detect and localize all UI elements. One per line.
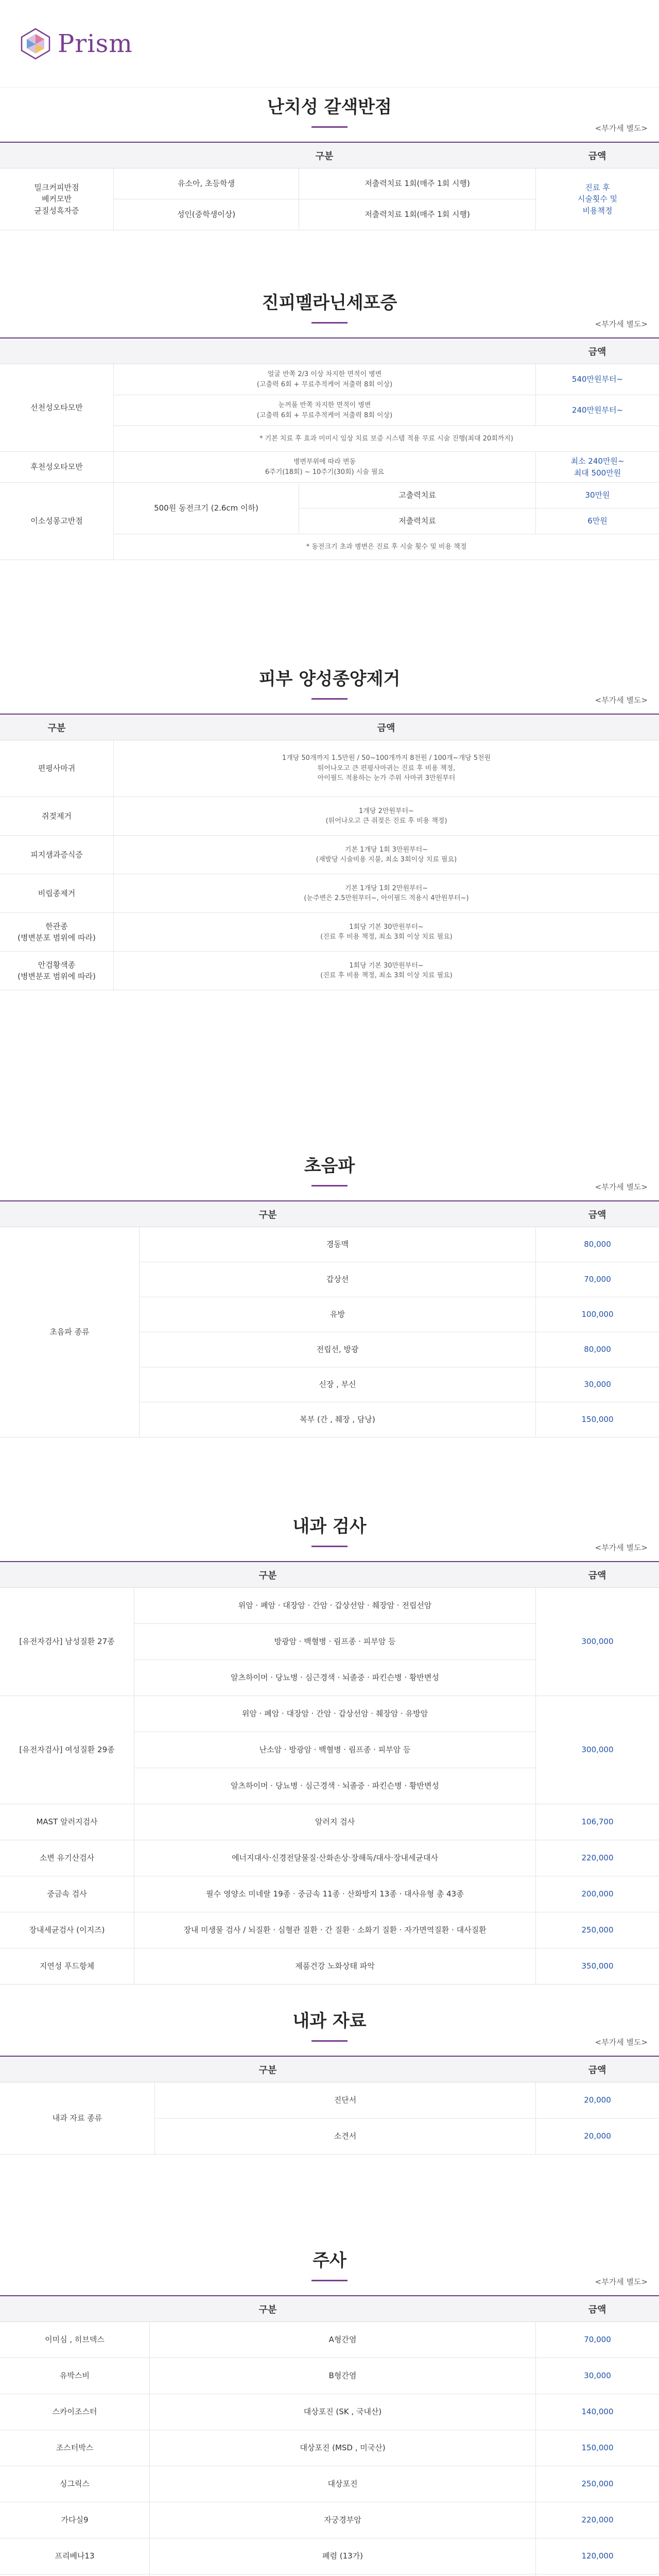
ultrasound-item: 전립선, 방광 (139, 1332, 535, 1367)
injection-desc: 대상포진 (SK , 국내산) (149, 2394, 535, 2430)
test-desc: 위암 · 폐암 · 대장암 · 간암 · 갑상선암 · 췌장암 · 유방암 (134, 1696, 535, 1732)
price-value: 106,700 (535, 1804, 659, 1840)
price-desc: 1개당 2만원부터~ (튀어나오고 큰 쥐젖은 진료 후 비용 책정) (113, 797, 659, 836)
test-desc: 장내 미생물 검사 / 뇌질환 · 심혈관 질환 · 간 질환 · 소화기 질환 · 자가면역질환 · 대사질환 (134, 1912, 535, 1948)
treatment-desc: 500원 동전크기 (2.6cm 이하) (113, 483, 299, 534)
test-desc: 방광암 · 백혈병 · 림프종 · 피부암 등 (134, 1624, 535, 1660)
table-header-cell: 금액 (535, 2056, 659, 2082)
injection-name: 싱그릭스 (0, 2466, 149, 2502)
price-value: 100,000 (535, 1297, 659, 1332)
title-underline (311, 1185, 348, 1187)
size-note: * 동전크기 초과 병변은 진료 후 시술 횟수 및 비용 책정 (113, 534, 659, 560)
price-desc: 기본 1개당 1회 3만원부터~ (재발당 시술비용 지불, 최소 3회이상 치료 필요) (113, 836, 659, 874)
section-title-text: 주사 (313, 2250, 346, 2271)
title-underline (311, 2040, 348, 2042)
price-value: 최소 240만원~ 최대 500만원 (535, 452, 659, 483)
section-title-text: 피부 양성종양제거 (258, 669, 401, 689)
price-value: 220,000 (535, 1840, 659, 1876)
test-name: [유전자검사] 남성질환 27종 (0, 1588, 134, 1696)
section-title-text: 초음파 (304, 1156, 355, 1176)
tumor-name: 비립종제거 (0, 874, 113, 913)
prism-logo[interactable] (21, 28, 133, 60)
test-desc: 알츠하이머 · 당뇨병 · 심근경색 · 뇌졸중 · 파킨슨병 · 황반변성 (134, 1768, 535, 1804)
section-title (0, 93, 659, 128)
price-value: 300,000 (535, 1696, 659, 1804)
document-item: 진단서 (154, 2082, 535, 2119)
section-title (0, 1512, 659, 1547)
price-value: 70,000 (535, 2322, 659, 2358)
table-header-cell: 금액 (535, 1200, 659, 1227)
test-name: 소변 유기산검사 (0, 1840, 134, 1876)
vat-note: <부가세 별도> (595, 319, 648, 329)
table-header-cell: 구분 (0, 1561, 535, 1588)
price-value: 진료 후 시술횟수 및 비용책정 (535, 168, 659, 230)
test-desc: 필수 영양소 미네랄 19종 · 중금속 11종 · 산화방지 13종 · 대사유형 총 43종 (134, 1876, 535, 1912)
ultrasound-item: 유방 (139, 1297, 535, 1332)
table-header-cell: 금액 (535, 337, 659, 364)
price-desc: 1회당 기본 30만원부터~ (진료 후 비용 책정, 최소 3회 이상 치료 필요) (113, 952, 659, 990)
brand-name: Prism (58, 29, 133, 58)
tumor-name: 피지샘과증식증 (0, 836, 113, 874)
prism-logo-icon (21, 28, 50, 60)
table-header-cell: 구분 (0, 1200, 535, 1227)
ultrasound-item: 복부 (간 , 췌장 , 담낭) (139, 1402, 535, 1437)
test-desc: 알츠하이머 · 당뇨병 · 심근경색 · 뇌졸중 · 파킨슨병 · 황반변성 (134, 1660, 535, 1696)
test-desc: 에너지대사·신경전달물질·산화손상·장해독/대사·장내세균대사 (134, 1840, 535, 1876)
vat-note: <부가세 별도> (595, 2277, 648, 2286)
test-name: 장내세균검사 (이지즈) (0, 1912, 134, 1948)
test-name: 지연성 푸드항체 (0, 1948, 134, 1985)
tumor-name: 쥐젖제거 (0, 797, 113, 836)
price-value: 200,000 (535, 1876, 659, 1912)
injection-desc: 폐렴 (13가) (149, 2538, 535, 2574)
price-value: 20,000 (535, 2119, 659, 2155)
table-header-cell: 금액 (535, 142, 659, 168)
table-header-cell: 금액 (535, 1561, 659, 1588)
table-header-cell (113, 337, 535, 364)
injection-desc: 대상포진 (MSD , 미국산) (149, 2430, 535, 2466)
vat-note: <부가세 별도> (595, 1543, 648, 1552)
price-value: 140,000 (535, 2394, 659, 2430)
injection-desc: 자궁경부암 (149, 2502, 535, 2538)
site-header (0, 0, 659, 88)
price-value: 30,000 (535, 1367, 659, 1402)
tumor-name: 안검황색종 (병변분포 범위에 따라) (0, 952, 113, 990)
section-title (0, 1151, 659, 1187)
ultrasound-item: 갑상선 (139, 1262, 535, 1297)
injection-name: 가다실9 (0, 2502, 149, 2538)
price-value: 80,000 (535, 1332, 659, 1367)
title-underline (311, 1546, 348, 1547)
condition-name: 이소성몽고반점 (0, 483, 113, 560)
injection-desc: 대상포진 (149, 2466, 535, 2502)
test-desc: 난소암 · 방광암 · 백혈병 · 림프종 · 피부암 등 (134, 1732, 535, 1768)
ultrasound-item: 신장 , 부신 (139, 1367, 535, 1402)
price-value: 80,000 (535, 1227, 659, 1262)
price-value: 30,000 (535, 2358, 659, 2394)
table-header-cell: 금액 (535, 2295, 659, 2322)
test-desc: 위암 · 폐암 · 대장암 · 간암 · 갑상선암 · 췌장암 · 전립선암 (134, 1588, 535, 1624)
tumor-name: 편평사마귀 (0, 740, 113, 797)
vat-note: <부가세 별도> (595, 124, 648, 133)
title-underline (311, 698, 348, 700)
condition-name: 선천성오타모반 (0, 364, 113, 452)
section-title-text: 내과 자료 (292, 2011, 367, 2031)
ultrasound-type: 초음파 종류 (0, 1227, 139, 1437)
injection-name: 이미심 , 히브덱스 (0, 2322, 149, 2358)
section-title-text: 난치성 갈색반점 (267, 97, 392, 117)
treatment-desc: 저출력치료 (299, 509, 535, 534)
injection-desc: B형간염 (149, 2358, 535, 2394)
treatment-desc: 병변부위에 따라 변동 6주기(18회) ~ 10주기(30회) 시술 필요 (113, 452, 535, 483)
test-name: MAST 알러지검사 (0, 1804, 134, 1840)
table-header-cell: 구분 (0, 2056, 535, 2082)
price-value: 250,000 (535, 2466, 659, 2502)
price-value: 70,000 (535, 1262, 659, 1297)
title-underline (311, 322, 348, 324)
price-value: 30만원 (535, 483, 659, 509)
table-header-cell: 구분 (0, 714, 113, 740)
treatment-desc: 저출력치료 1회(매주 1회 시행) (299, 199, 535, 230)
patient-group: 유소아, 초등학생 (113, 168, 299, 199)
price-value: 120,000 (535, 2538, 659, 2574)
price-value: 350,000 (535, 1948, 659, 1985)
ultrasound-item: 경동맥 (139, 1227, 535, 1262)
tumor-name: 한관종 (병변분포 범위에 따라) (0, 913, 113, 952)
treatment-desc: 눈꺼풀 반쪽 차지한 면적이 병변 (고출력 6회 + 무료추적케어 저출력 8회 이상) (113, 395, 535, 426)
injection-name: 조스터박스 (0, 2430, 149, 2466)
price-value: 300,000 (535, 1588, 659, 1696)
price-desc: 1회당 기본 30만원부터~ (진료 후 비용 책정, 최소 3회 이상 치료 필요) (113, 913, 659, 952)
price-value: 220,000 (535, 2502, 659, 2538)
price-value: 240만원부터~ (535, 395, 659, 426)
price-value: 150,000 (535, 1402, 659, 1437)
table-header-cell (0, 142, 113, 168)
document-type: 내과 자료 종류 (0, 2082, 154, 2155)
patient-group: 성인(중학생이상) (113, 199, 299, 230)
table-header-cell: 구분 (113, 142, 535, 168)
guarantee-note: * 기본 치료 후 효과 미미시 임상 치료 보증 시스템 적용 무료 시술 진행(최대 20회까지) (113, 426, 659, 452)
vat-note: <부가세 별도> (595, 2038, 648, 2047)
document-item: 소견서 (154, 2119, 535, 2155)
injection-name: 프리베나13 (0, 2538, 149, 2574)
price-value: 6만원 (535, 509, 659, 534)
table-header-cell: 구분 (0, 2295, 535, 2322)
section-title-text: 내과 검사 (292, 1516, 367, 1537)
section-title (0, 289, 659, 324)
treatment-desc: 저출력치료 1회(매주 1회 시행) (299, 168, 535, 199)
price-desc: 기본 1개당 1회 2만원부터~ (눈주변은 2.5만원부터~, 아이필드 적용시 4만원부터~) (113, 874, 659, 913)
price-value: 250,000 (535, 1912, 659, 1948)
condition-name: 후천성오타모반 (0, 452, 113, 483)
test-name: 중금속 검사 (0, 1876, 134, 1912)
test-name: [유전자검사] 여성질환 29종 (0, 1696, 134, 1804)
table-header-cell: 금액 (113, 714, 659, 740)
treatment-desc: 얼굴 반쪽 2/3 이상 차지한 면적이 병변 (고출력 6회 + 무료추적케어 저출력 8회 이상) (113, 364, 535, 395)
vat-note: <부가세 별도> (595, 696, 648, 705)
vat-note: <부가세 별도> (595, 1182, 648, 1192)
title-underline (311, 126, 348, 128)
price-value: 20,000 (535, 2082, 659, 2119)
table-header-cell (0, 337, 113, 364)
treatment-desc: 고출력치료 (299, 483, 535, 509)
section-title (0, 2007, 659, 2042)
title-underline (311, 2280, 348, 2281)
section-title (0, 665, 659, 700)
condition-name: 밀크커피반점 베커모반 균질성흑자증 (0, 168, 113, 230)
price-value: 540만원부터~ (535, 364, 659, 395)
test-desc: 알러지 검사 (134, 1804, 535, 1840)
injection-name: 스카이조스터 (0, 2394, 149, 2430)
test-desc: 제품건강 노화상태 파악 (134, 1948, 535, 1985)
injection-name: 유박스비 (0, 2358, 149, 2394)
section-title-text: 진피멜라닌세포증 (262, 293, 397, 313)
injection-desc: A형간염 (149, 2322, 535, 2358)
price-value: 150,000 (535, 2430, 659, 2466)
price-desc: 1개당 50개까지 1.5만원 / 50~100개까지 8천원 / 100개~개당 5천원 튀어나오고 큰 편평사마귀는 진료 후 비용 책정, 아이필드 적용하는 눈가 주위 사마귀 3만원부터 (113, 740, 659, 797)
section-title (0, 2246, 659, 2281)
